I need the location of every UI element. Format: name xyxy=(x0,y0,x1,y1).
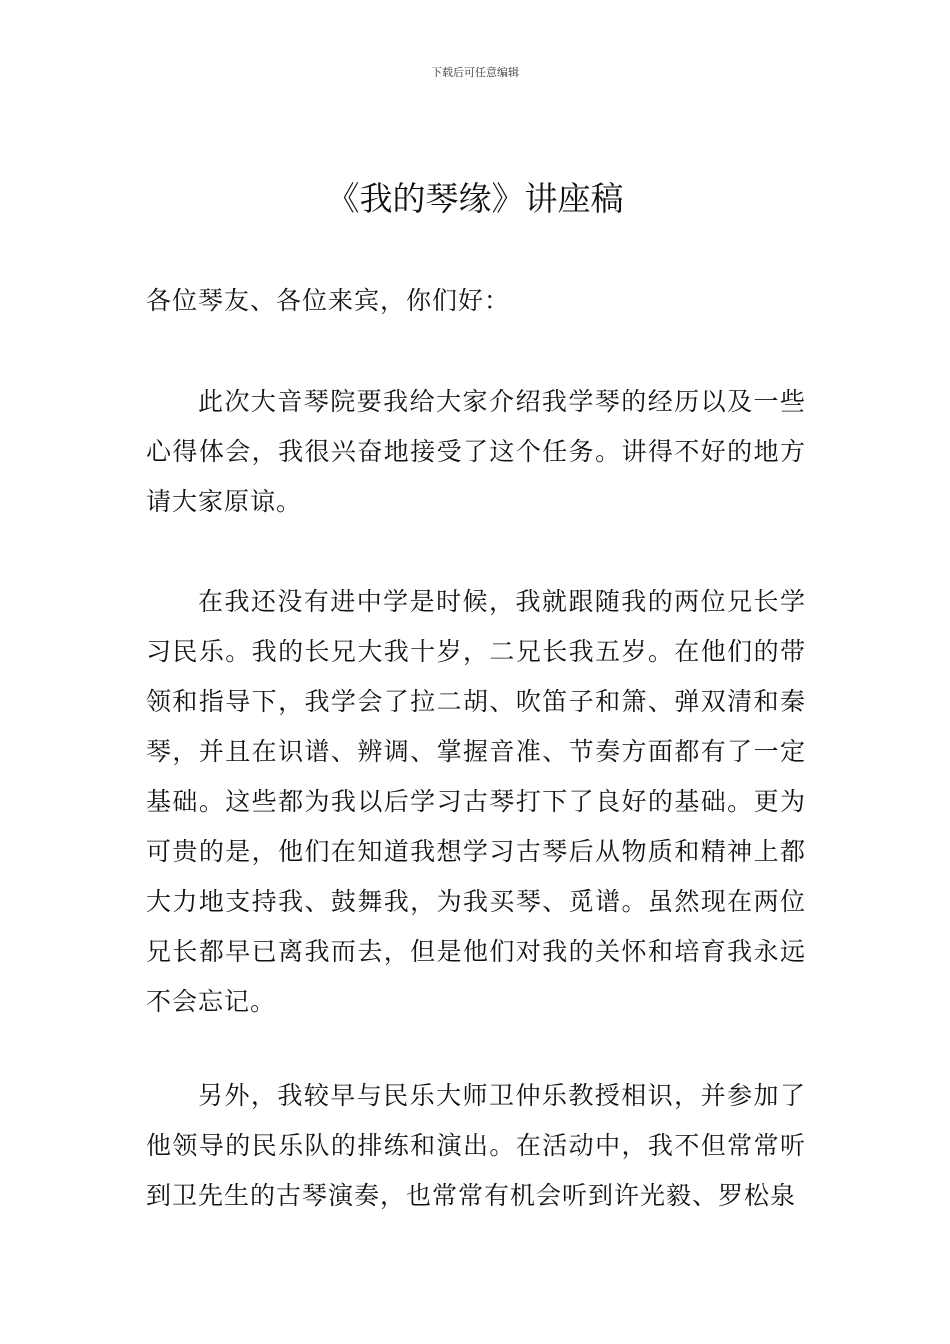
paragraph-1: 此次大音琴院要我给大家介绍我学琴的经历以及一些心得体会，我很兴奋地接受了这个任务。讲得不好的地方请大家原谅。 xyxy=(146,387,806,516)
greeting-line: 各位琴友、各位来宾，你们好： xyxy=(146,286,511,315)
paragraph-3: 另外，我较早与民乐大师卫仲乐教授相识，并参加了他领导的民乐队的排练和演出。在活动中，我不但常常听到卫先生的古琴演奏，也常常有机会听到许光毅、罗松泉 xyxy=(146,1081,806,1210)
header-note: 下载后可任意编辑 xyxy=(431,66,519,79)
paragraph-2: 在我还没有进中学是时候，我就跟随我的两位兄长学习民乐。我的长兄大我十岁，二兄长我五岁。在他们的带领和指导下，我学会了拉二胡、吹笛子和箫、弹双清和秦琴，并且在识谱、辨调、掌握音准、节奏方面都有了一定基础。这些都为我以后学习古琴打下了良好的基础。更为可贵的是，他们在知道我想学习古琴后从物质和精神上都大力地支持我、鼓舞我，为我买琴、觅谱。虽然现在两位兄长都早已离我而去，但是他们对我的关怀和培育我永远不会忘记。 xyxy=(146,587,806,1016)
document-title: 《我的琴缘》讲座稿 xyxy=(326,179,624,218)
